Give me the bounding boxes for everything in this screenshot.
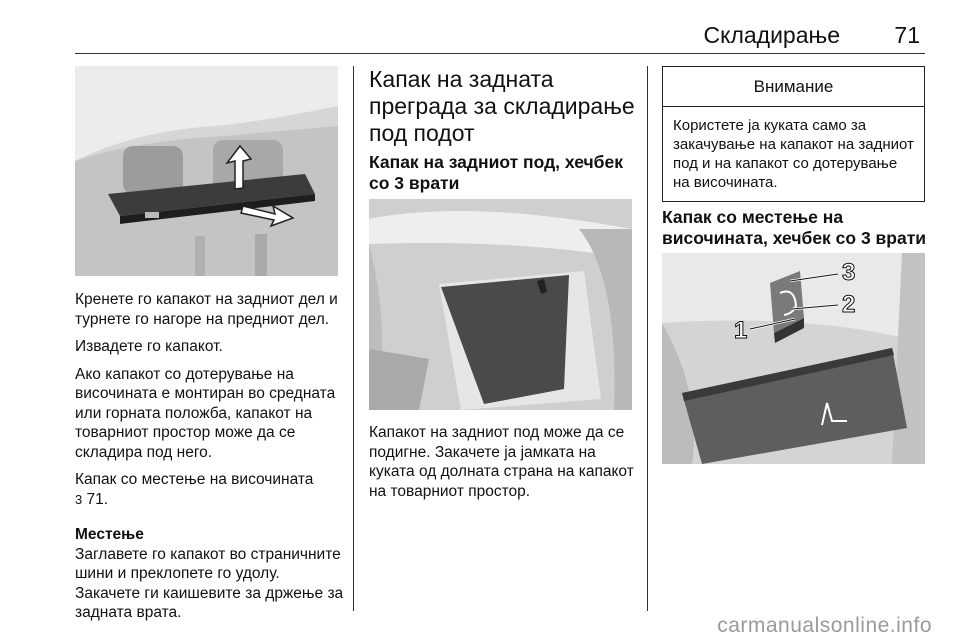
site-watermark: carmanualsonline.info [717, 614, 932, 637]
warning-text: Користете ја куката само за закачување на капакот на задниот под и на капакот со дотерување на височината. [673, 117, 914, 191]
paragraph-lift-cover: Кренете го капакот на задниот дел и турнете го нагоре на предниот дел. [75, 291, 338, 328]
paragraph-installation: Заглавете го капакот во страничните шини и преклопете го удолу. Закачете ги каишевите за држење за задната врата. [75, 545, 344, 621]
figure-cargo-cover-removal [75, 66, 338, 276]
page-ref-icon: 3 [75, 491, 83, 507]
callout-3: 3 [842, 259, 856, 286]
callout-2: 2 [842, 291, 856, 318]
cross-reference-text: Капак со местење на височината [75, 471, 314, 488]
section-heading-floor-storage: Капак на задната преграда за складирање под подот [369, 66, 635, 146]
paragraph-store-cover: Ако капакот со дотерување на височината е монтиран во средната или горната положба, капакот на товарниот простор може да се складира под него. [75, 365, 336, 461]
page-number: 71 [894, 22, 920, 48]
floor-cover-caption: Капакот на задниот под може да се подигне. Закачете ја јамката на куката од долната страна на капакот на товарниот простор. [369, 424, 634, 500]
cross-reference-page[interactable]: 71. [86, 490, 109, 508]
header-rule [75, 53, 925, 54]
left-column-text [75, 290, 347, 631]
subheading-floor-cover-3door: Капак на задниот под, хечбек со 3 врати [369, 152, 623, 193]
installation-heading: Местење [75, 526, 144, 543]
warning-box [662, 66, 925, 202]
figure-height-adjustable-cover [662, 253, 925, 464]
figure-floor-cover-lifted [369, 199, 632, 410]
warning-title: Внимание [663, 67, 924, 107]
column-divider-right [647, 66, 648, 611]
callout-1: 1 [734, 317, 748, 344]
page-section-title: Складирање [703, 22, 840, 48]
paragraph-remove-cover: Извадете го капакот. [75, 338, 223, 355]
subheading-height-adjustable-cover: Капак со местење на височината, хечбек со 3 врати [662, 207, 927, 248]
paragraph-cross-reference [75, 470, 347, 509]
column-divider-left [353, 66, 354, 611]
